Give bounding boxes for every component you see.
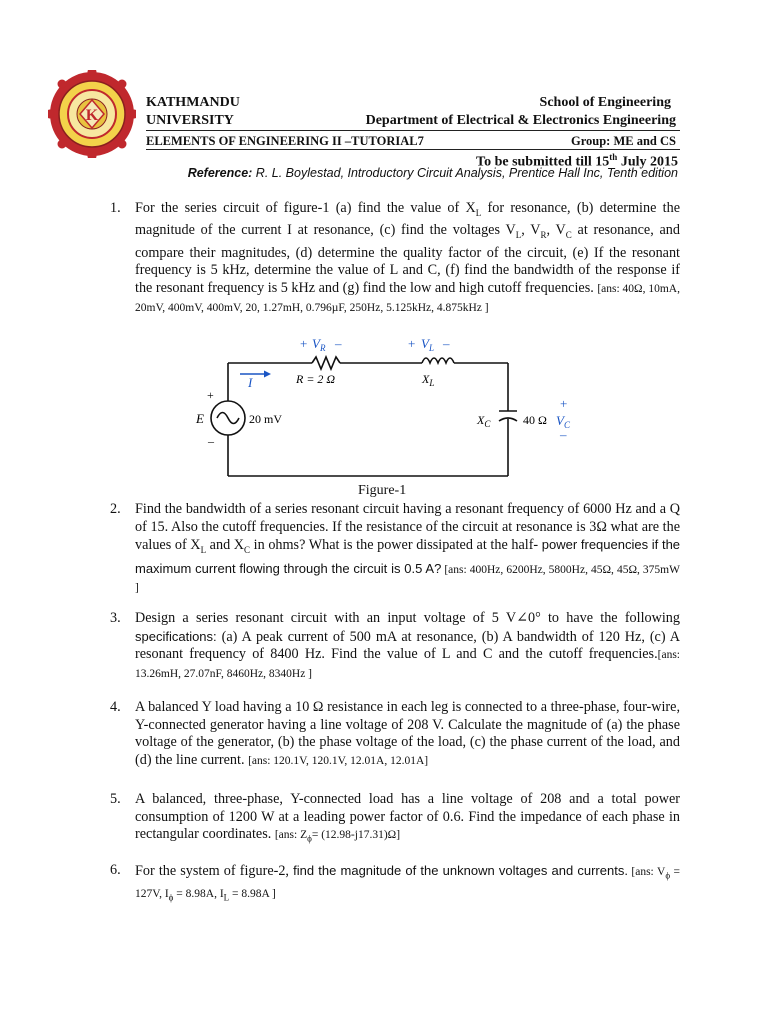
source-plus: +	[207, 388, 214, 402]
university-name-line2: UNIVERSITY	[146, 113, 234, 128]
inductor-label: $X_L$	[422, 372, 435, 388]
question-text: A balanced, three-phase, Y-connected load has a line voltage of 208 and a total power consumption of 1200 W at a leading power factor of 0.6. Find the impedance of each phase in rectangular coordinates. [ans: $Z_\phi= (12.98-j17.31)\Omega$]	[135, 791, 680, 844]
header-rule-1	[146, 130, 680, 131]
question-4	[110, 699, 680, 770]
vl-label: $V_L$	[421, 336, 434, 353]
group-label: Group: ME and CS	[570, 134, 676, 148]
question-text: Design a series resonant circuit with an input voltage of 5 V∠0° to have the following specifications: (a) A peak current of 500 mA at resonance, (b) A bandwidth of 120 Hz, (c) A resonant frequency of 8400 Hz. Find the value of L and C and the cutoff frequencies.[ans: 13.26mH, 27.07nF, 8460Hz, 8340Hz ]	[135, 610, 680, 680]
question-number: 3.	[110, 610, 121, 626]
question-number: 4.	[110, 699, 121, 715]
answer: [ans: 120.1V, 120.1V, 12.01A, 12.01A]	[248, 754, 429, 767]
source-minus: –	[208, 434, 214, 448]
question-text: A balanced Y load having a 10 Ω resistance in each leg is connected to a three-phase, four-wire, Y-connected generator having a line voltage of 208 V. Calculate the magnitude of (a) the phase voltage of the generator, (b) the phase voltage of the load, (c) the phase current of the load, and (d) the line current. [ans: 120.1V, 120.1V, 12.01A, 12.01A]	[135, 699, 680, 768]
question-6	[110, 862, 680, 907]
vl-plus: +	[408, 336, 416, 351]
resistor-label: R = 2 Ω	[296, 372, 336, 386]
answer: [ans: 13.26mH, 27.07nF, 8460Hz, 8340Hz ]	[135, 649, 680, 680]
capacitor-value: 40 Ω	[523, 413, 547, 427]
vc-plus: +	[560, 396, 568, 411]
question-number: 5.	[110, 791, 121, 807]
figure-1-caption: Figure-1	[358, 483, 407, 498]
question-number: 1.	[110, 200, 121, 216]
university-name-line1: KATHMANDU	[146, 95, 240, 110]
current-label: I	[248, 375, 253, 390]
source-value: 20 mV	[249, 412, 282, 426]
logo-letter: K	[85, 107, 99, 124]
source-label: E	[196, 411, 204, 426]
course-title: ELEMENTS OF ENGINEERING II –TUTORIAL7	[146, 134, 424, 148]
question-2	[110, 501, 680, 598]
vl-minus: –	[443, 336, 450, 351]
figure-1-circuit	[190, 335, 590, 500]
reference: Reference: R. L. Boylestad, Introductory Circuit Analysis, Prentice Hall Inc, Tenth edition	[187, 166, 678, 180]
vr-label: $V_R$	[312, 336, 326, 353]
vc-minus: –	[560, 427, 567, 442]
question-5	[110, 791, 680, 848]
vc-label: $V_C$	[556, 413, 570, 430]
capacitor-label: $X_C$	[477, 413, 491, 429]
question-number: 6.	[110, 862, 121, 878]
department-name: Department of Electrical & Electronics Engineering	[365, 113, 676, 128]
answer: [ans: 40Ω, 10mA, 20mV, 400mV, 400mV, 20, 1.27mH, 0.796µF, 250Hz, 5.125kHz, 4.875kHz ]	[135, 283, 680, 314]
question-text: For the series circuit of figure-1 (a) find the value of $X_L$ for resonance, (b) determine the magnitude of the current I at resonance, (c) find the voltages $V_L$, $V_R$, $V_C$ at resonance, and compare their magnitudes, (d) determine the quality factor of the circuit, (e) If the resonant frequency is 5 kHz, determine the value of L and C, (f) find the bandwidth of the response if the resonant frequency is 5 kHz and (g) find the low and high cutoff frequencies. [ans: 40Ω, 10mA, 20mV, 400mV, 400mV, 20, 1.27mH, 0.796µF, 250Hz, 5.125kHz, 4.875kHz ]	[135, 200, 680, 314]
question-number: 2.	[110, 501, 121, 517]
university-logo	[48, 70, 136, 158]
question-text: For the system of figure-2, find the magnitude of the unknown voltages and currents. [ans: $V_\phi = 127V$, $I_\phi = 8.98A$, $I_L = 8.98A$ ]	[135, 863, 680, 903]
vr-plus: +	[300, 336, 308, 351]
answer: [ans: $Z_\phi= (12.98-j17.31)\Omega$]	[274, 829, 401, 844]
vr-minus: –	[335, 336, 342, 351]
question-3	[110, 610, 680, 683]
school-name: School of Engineering	[539, 95, 671, 110]
answer: [ans: 400Hz, 6200Hz, 5800Hz, 45Ω, 45Ω, 375mW ]	[135, 563, 680, 595]
submission-deadline: To be submitted till 15th July 2015	[476, 152, 678, 170]
answer: [ans: $V_\phi = 127V$, $I_\phi = 8.98A$, $I_L = 8.98A$ ]	[135, 866, 680, 903]
question-1	[110, 200, 680, 317]
question-text: Find the bandwidth of a series resonant circuit having a resonant frequency of 6000 Hz and a Q of 15. Also the cutoff frequencies. If the resistance of the circuit at resonance is 3Ω what are the values of $X_L$ and $X_C$ in ohms? What is the power dissipated at the half- power frequencies if the maximum current flowing through the circuit is 0.5 A? [ans: 400Hz, 6200Hz, 5800Hz, 45Ω, 45Ω, 375mW ]	[135, 501, 681, 595]
